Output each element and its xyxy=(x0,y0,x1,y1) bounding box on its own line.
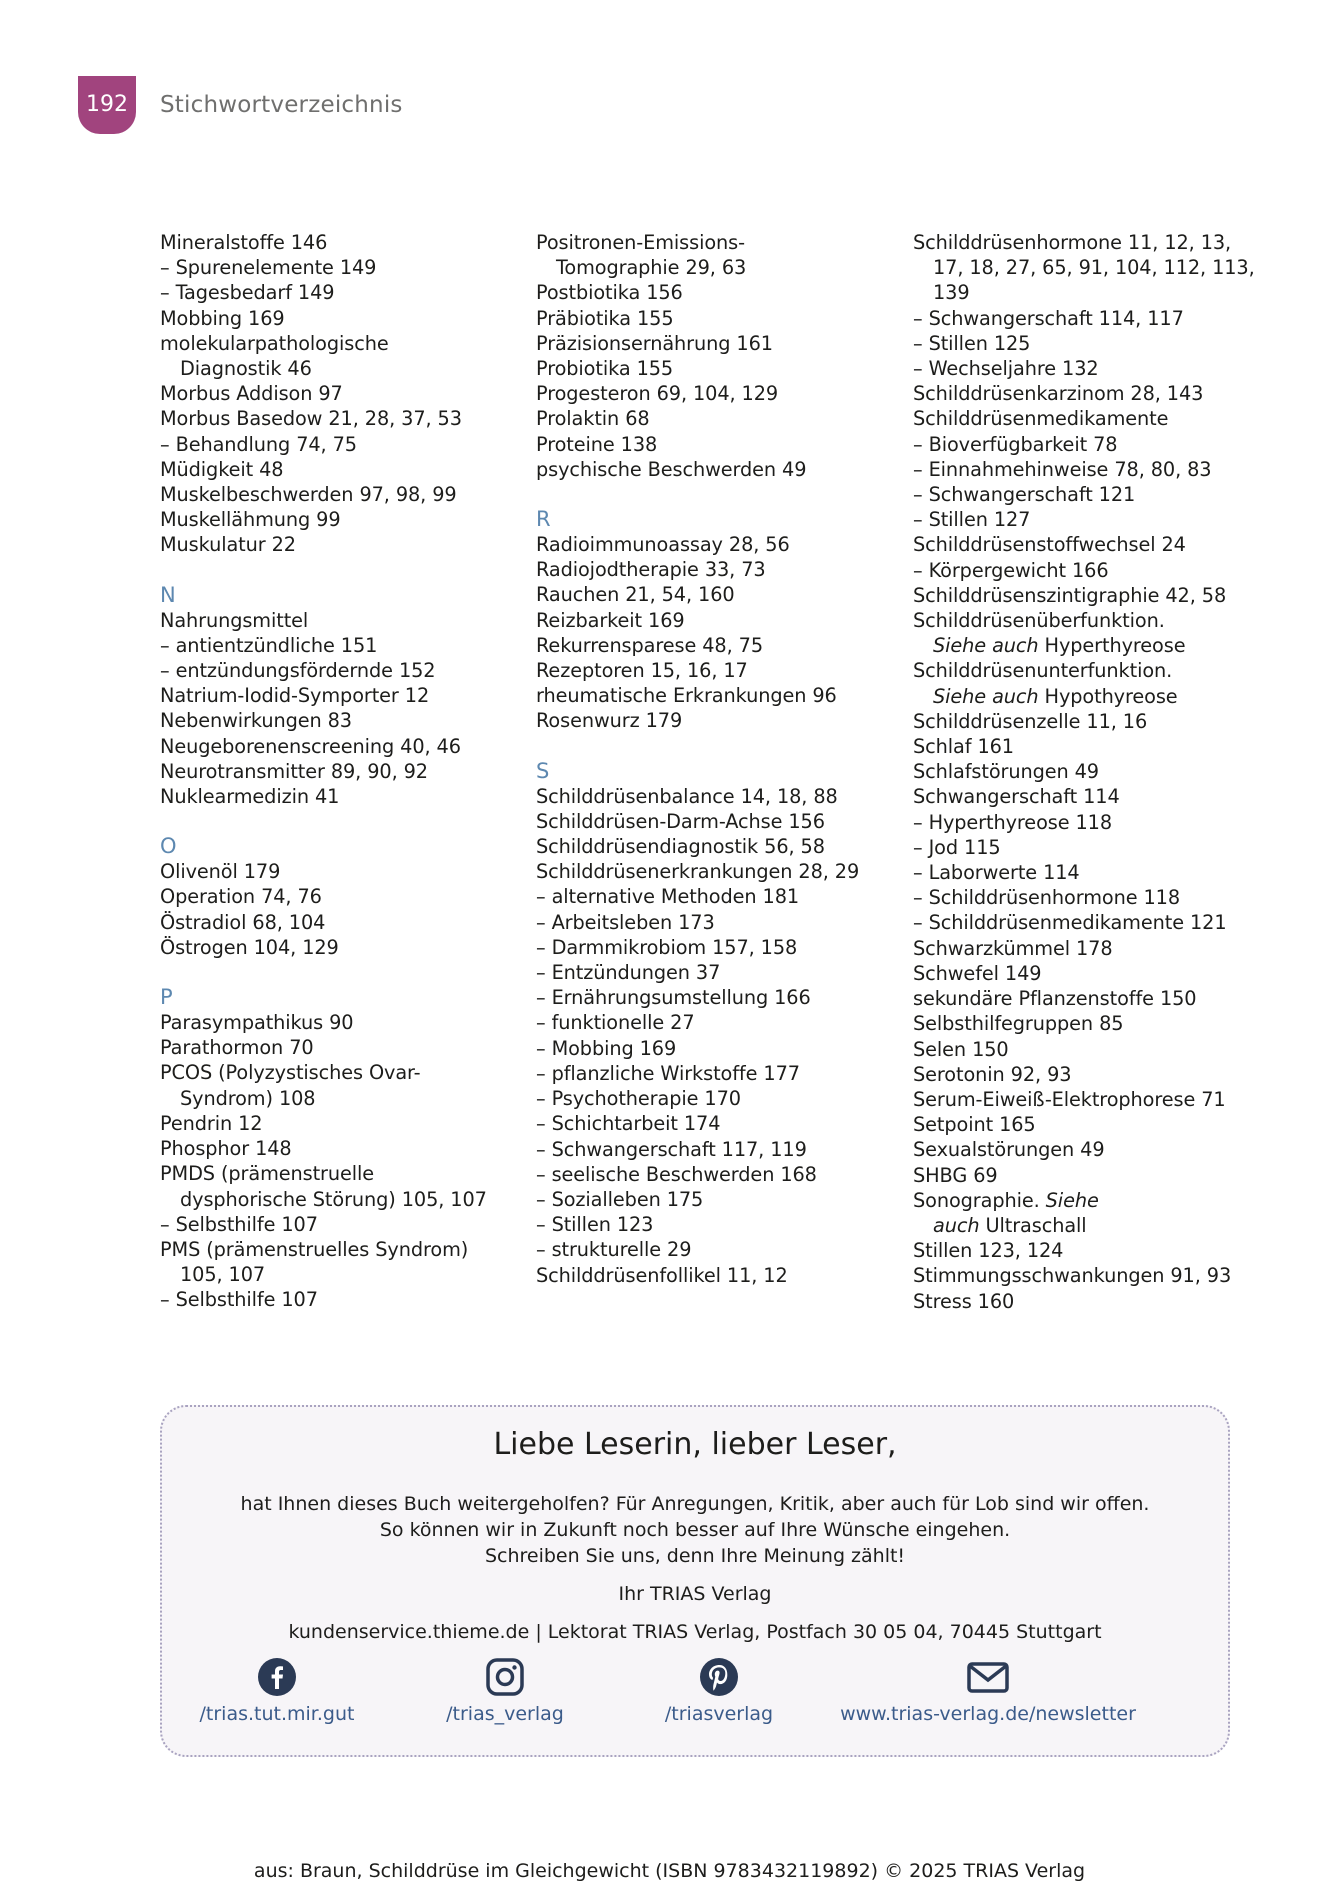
index-subentry: – Schilddrüsenhormone 118 xyxy=(913,886,1180,910)
index-entry: Radioimmunoassay 28, 56 xyxy=(536,533,790,557)
index-subentry: – Schwangerschaft 117, 119 xyxy=(536,1137,807,1161)
index-entry: Serotonin 92, 93 xyxy=(913,1062,1072,1086)
index-subentry: – Selbsthilfe 107 xyxy=(160,1288,318,1312)
index-entry: Parathormon 70 xyxy=(160,1036,314,1060)
index-entry: Reizbarkeit 169 xyxy=(536,608,685,632)
box-title: Liebe Leserin, lieber Leser, xyxy=(493,1427,897,1462)
index-subentry: – Mobbing 169 xyxy=(536,1036,677,1060)
index-subentry: – Spurenelemente 149 xyxy=(160,256,377,280)
social-label[interactable]: /trias_verlag xyxy=(446,1703,564,1725)
social-facebook[interactable] xyxy=(162,1657,392,1725)
index-entry: Stimmungsschwankungen 91, 93 xyxy=(913,1264,1232,1288)
index-entry: Schilddrüsenszintigraphie 42, 58 xyxy=(913,583,1227,607)
index-entry: Rosenwurz 179 xyxy=(536,709,683,733)
index-entry: PMS (prämenstruelles Syndrom) xyxy=(160,1237,469,1261)
index-subentry: – Entzündungen 37 xyxy=(536,961,721,985)
index-subentry: – antientzündliche 151 xyxy=(160,633,378,657)
letter-heading: R xyxy=(536,507,551,532)
index-entry: Pendrin 12 xyxy=(160,1111,263,1135)
index-subentry: – Psychotherapie 170 xyxy=(536,1087,741,1111)
index-entry: Rekurrensparese 48, 75 xyxy=(536,633,763,657)
letter-heading: N xyxy=(160,582,176,607)
index-entry: Schilddrüsenunterfunktion. xyxy=(913,659,1173,683)
index-subentry: – Darmmikrobiom 157, 158 xyxy=(536,935,798,959)
box-contact[interactable]: kundenservice.thieme.de | Lektorat TRIAS Verlag, Postfach 30 05 04, 70445 Stuttgart xyxy=(288,1621,1102,1643)
box-signature: Ihr TRIAS Verlag xyxy=(618,1583,772,1605)
index-subentry: – Hyperthyreose 118 xyxy=(913,810,1112,834)
index-subentry: – Behandlung 74, 75 xyxy=(160,432,357,456)
index-entry: 17, 18, 27, 65, 91, 104, 112, 113, xyxy=(933,256,1255,280)
social-label[interactable]: www.trias-verlag.de/newsletter xyxy=(840,1703,1136,1725)
index-entry: Sexualstörungen 49 xyxy=(913,1138,1105,1162)
index-entry: Sonographie. Siehe xyxy=(913,1188,1099,1212)
index-column-1 xyxy=(160,230,510,1313)
index-entry: Rezeptoren 15, 16, 17 xyxy=(536,659,748,683)
index-entry: Positronen-Emissions- xyxy=(536,231,745,254)
index-subentry: – Schichtarbeit 174 xyxy=(536,1112,721,1136)
index-entry: Schilddrüsenfollikel 11, 12 xyxy=(536,1263,788,1287)
index-entry: Siehe auch Hyperthyreose xyxy=(933,634,1186,658)
index-entry: Nuklearmedizin 41 xyxy=(160,785,340,809)
index-entry: dysphorische Störung) 105, 107 xyxy=(180,1187,487,1211)
index-entry: Tomographie 29, 63 xyxy=(556,256,747,280)
index-entry: Natrium-Iodid-Symporter 12 xyxy=(160,684,430,708)
index-entry: Muskellähmung 99 xyxy=(160,508,341,532)
index-subentry: – Jod 115 xyxy=(913,835,1001,859)
box-text-line: hat Ihnen dieses Buch weitergeholfen? Für Anregungen, Kritik, aber auch für Lob sind wir offen. xyxy=(240,1493,1150,1515)
index-entry: Schilddrüsenbalance 14, 18, 88 xyxy=(536,784,838,808)
index-entry: rheumatische Erkrankungen 96 xyxy=(536,684,837,708)
box-text-line: So können wir in Zukunft noch besser auf Ihre Wünsche eingehen. xyxy=(379,1519,1011,1541)
index-entry: Phosphor 148 xyxy=(160,1137,292,1161)
index-entry: Schilddrüsenstoffwechsel 24 xyxy=(913,533,1186,557)
index-entry: sekundäre Pflanzenstoffe 150 xyxy=(913,987,1197,1011)
index-subentry: – Schilddrüsenmedikamente 121 xyxy=(913,911,1227,935)
social-label[interactable]: /trias.tut.mir.gut xyxy=(199,1703,355,1725)
index-entry: molekularpathologische xyxy=(160,331,389,355)
index-entry: Selen 150 xyxy=(913,1037,1009,1061)
instagram-icon xyxy=(485,1657,525,1697)
index-subentry: – Stillen 123 xyxy=(536,1213,654,1237)
index-entry: Östradiol 68, 104 xyxy=(160,910,326,934)
index-subentry: – Schwangerschaft 121 xyxy=(913,483,1136,507)
index-entry: Schwefel 149 xyxy=(913,961,1042,985)
index-subentry: – strukturelle 29 xyxy=(536,1238,692,1262)
index-subentry: – Tagesbedarf 149 xyxy=(160,281,335,305)
index-entry: Östrogen 104, 129 xyxy=(160,935,339,959)
index-subentry: – alternative Methoden 181 xyxy=(536,885,800,909)
index-entry: 105, 107 xyxy=(180,1263,266,1287)
index-entry: SHBG 69 xyxy=(913,1163,998,1187)
index-entry: Schwarzkümmel 178 xyxy=(913,936,1113,960)
index-subentry: – Ernährungsumstellung 166 xyxy=(536,986,811,1010)
index-entry: Serum-Eiweiß-Elektrophorese 71 xyxy=(913,1087,1226,1111)
index-entry: Operation 74, 76 xyxy=(160,885,322,909)
index-entry: Schilddrüsenmedikamente xyxy=(913,407,1169,431)
index-subentry: – Bioverfügbarkeit 78 xyxy=(913,432,1118,456)
index-entry: Setpoint 165 xyxy=(913,1113,1036,1137)
index-entry: Neurotransmitter 89, 90, 92 xyxy=(160,759,428,783)
index-entry: Nahrungsmittel xyxy=(160,608,309,632)
index-entry: Prolaktin 68 xyxy=(536,407,650,431)
index-entry: Muskulatur 22 xyxy=(160,533,296,557)
index-entry: Syndrom) 108 xyxy=(180,1086,316,1110)
index-subentry: – Sozialleben 175 xyxy=(536,1187,704,1211)
index-entry: Schlaf 161 xyxy=(913,735,1014,759)
index-entry: Neugeborenenscreening 40, 46 xyxy=(160,734,461,758)
letter-heading: P xyxy=(160,985,173,1010)
index-entry: Präzisionsernährung 161 xyxy=(536,331,773,355)
index-entry: Morbus Addison 97 xyxy=(160,382,343,406)
index-column-2 xyxy=(536,230,896,1288)
index-entry: Stillen 123, 124 xyxy=(913,1239,1064,1263)
index-entry: Mobbing 169 xyxy=(160,306,285,330)
index-entry: Radiojodtherapie 33, 73 xyxy=(536,558,766,582)
index-subentry: – Wechseljahre 132 xyxy=(913,357,1099,381)
index-subentry: – Arbeitsleben 173 xyxy=(536,910,715,934)
index-entry: Schilddrüsenüberfunktion. xyxy=(913,609,1165,633)
index-entry: Präbiotika 155 xyxy=(536,306,674,330)
index-entry: Schilddrüsenhormone 11, 12, 13, xyxy=(913,231,1232,254)
index-entry: Selbsthilfegruppen 85 xyxy=(913,1012,1124,1036)
index-entry: psychische Beschwerden 49 xyxy=(536,457,807,481)
letter-heading: S xyxy=(536,758,550,783)
index-entry: Progesteron 69, 104, 129 xyxy=(536,382,779,406)
index-entry: PCOS (Polyzystisches Ovar- xyxy=(160,1061,421,1085)
index-entry: Muskelbeschwerden 97, 98, 99 xyxy=(160,483,457,507)
index-subentry: – funktionelle 27 xyxy=(536,1011,695,1035)
mail-icon xyxy=(966,1657,1010,1697)
index-entry: Rauchen 21, 54, 160 xyxy=(536,583,735,607)
index-entry: PMDS (prämenstruelle xyxy=(160,1162,375,1186)
index-entry: Schilddrüsenkarzinom 28, 143 xyxy=(913,382,1204,406)
index-subentry: – entzündungsfördernde 152 xyxy=(160,659,436,683)
index-subentry: – Stillen 127 xyxy=(913,508,1031,532)
facebook-icon xyxy=(257,1657,297,1697)
index-subentry: – pflanzliche Wirkstoffe 177 xyxy=(536,1061,800,1085)
letter-heading: O xyxy=(160,834,177,859)
index-subentry: – Selbsthilfe 107 xyxy=(160,1212,318,1236)
index-entry: auch Ultraschall xyxy=(933,1213,1087,1237)
index-entry: Morbus Basedow 21, 28, 37, 53 xyxy=(160,407,462,431)
reader-message-box xyxy=(160,1405,1230,1757)
index-entry: 139 xyxy=(933,281,970,305)
index-entry: Diagnostik 46 xyxy=(180,357,312,381)
index-entry: Probiotika 155 xyxy=(536,357,674,381)
index-entry: Siehe auch Hypothyreose xyxy=(933,684,1178,708)
index-entry: Stress 160 xyxy=(913,1289,1015,1313)
index-subentry: – seelische Beschwerden 168 xyxy=(536,1162,817,1186)
index-subentry: – Einnahmehinweise 78, 80, 83 xyxy=(913,457,1212,481)
index-entry: Schlafstörungen 49 xyxy=(913,760,1099,784)
index-column-3 xyxy=(913,230,1273,1314)
page-number: 192 xyxy=(78,76,136,134)
footer-citation: aus: Braun, Schilddrüse im Gleichgewicht (ISBN 9783432119892) © 2025 TRIAS Verlag xyxy=(253,1860,1086,1882)
social-instagram[interactable] xyxy=(390,1657,620,1725)
index-entry: Schilddrüsendiagnostik 56, 58 xyxy=(536,835,825,859)
index-subentry: – Stillen 125 xyxy=(913,331,1031,355)
index-entry: Schilddrüsenzelle 11, 16 xyxy=(913,709,1148,733)
index-entry: Schilddrüsen-Darm-Achse 156 xyxy=(536,809,825,833)
index-subentry: – Laborwerte 114 xyxy=(913,861,1080,885)
index-entry: Mineralstoffe 146 xyxy=(160,231,328,254)
page-title: Stichwortverzeichnis xyxy=(160,92,403,118)
social-label[interactable]: /triasverlag xyxy=(664,1703,774,1725)
index-entry: Olivenöl 179 xyxy=(160,860,281,884)
pinterest-icon xyxy=(699,1657,739,1697)
index-entry: Proteine 138 xyxy=(536,432,658,456)
index-subentry: – Schwangerschaft 114, 117 xyxy=(913,306,1184,330)
social-pinterest[interactable] xyxy=(604,1657,834,1725)
index-entry: Müdigkeit 48 xyxy=(160,457,284,481)
index-entry: Parasympathikus 90 xyxy=(160,1011,354,1035)
box-text-line: Schreiben Sie uns, denn Ihre Meinung zählt! xyxy=(484,1545,906,1567)
index-entry: Schilddrüsenerkrankungen 28, 29 xyxy=(536,860,860,884)
index-subentry: – Körpergewicht 166 xyxy=(913,558,1109,582)
social-newsletter[interactable] xyxy=(838,1657,1138,1725)
index-entry: Nebenwirkungen 83 xyxy=(160,709,352,733)
index-entry: Schwangerschaft 114 xyxy=(913,785,1120,809)
index-entry: Postbiotika 156 xyxy=(536,281,683,305)
